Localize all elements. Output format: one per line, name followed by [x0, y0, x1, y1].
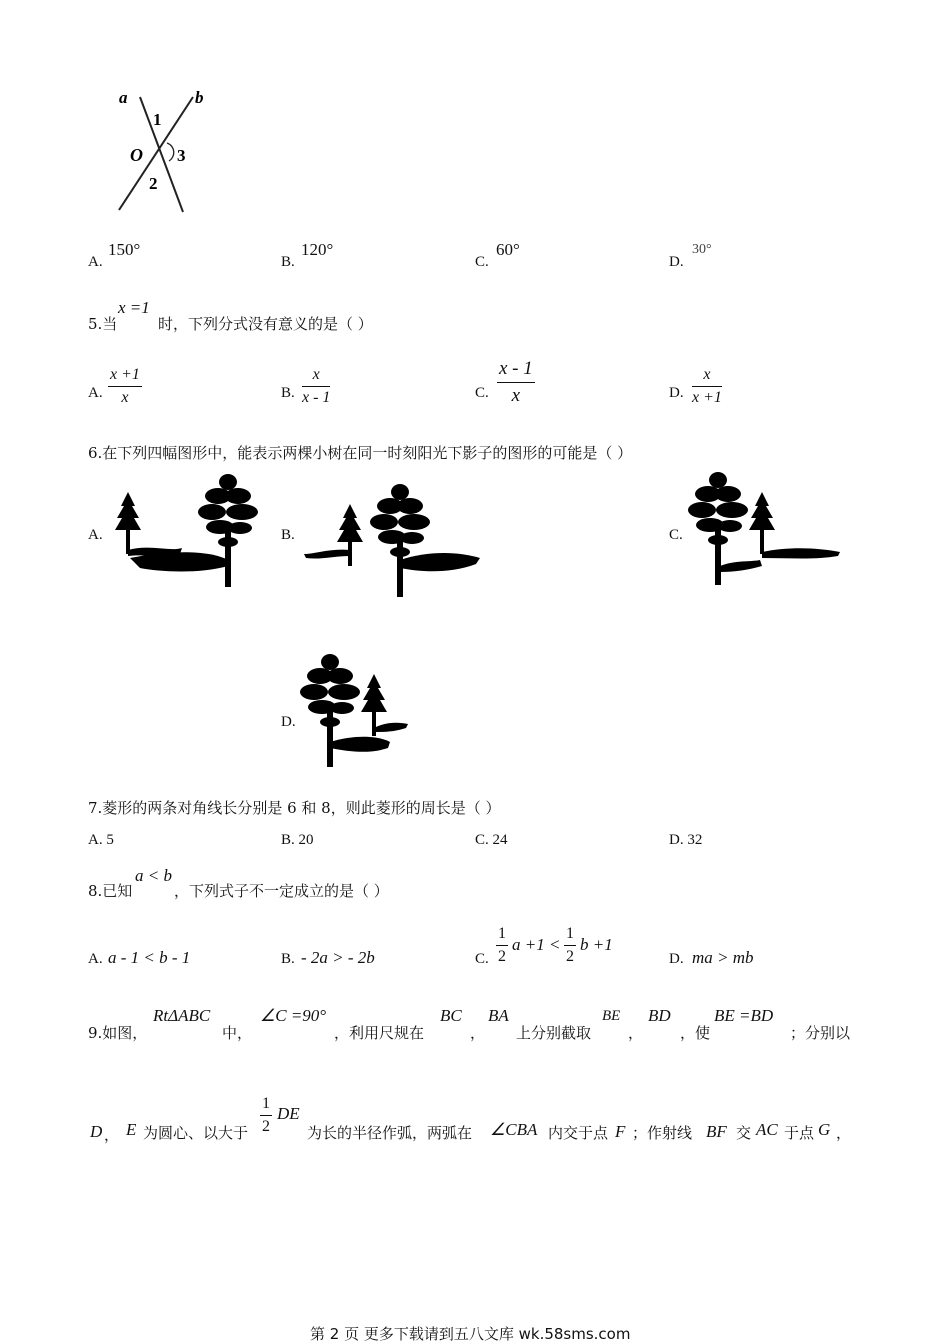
q5-option-c-label: C. [475, 385, 489, 401]
q8-prefix: 8.已知 [88, 882, 133, 900]
q8-half-1-den: 2 [498, 948, 506, 965]
q4-option-a-label: A. [88, 254, 103, 270]
q9-l2-p7: 于点 [784, 1124, 815, 1142]
shadow-c-small [762, 548, 840, 558]
q9-l1-p1: 9.如图， [88, 1024, 148, 1042]
q9-l1-p3: ，利用尺规在 [334, 1024, 425, 1042]
q7-option-c: C. 24 [475, 832, 508, 848]
page-footer: 第 2 页 更多下载请到五八文库 wk.58sms.com [310, 1325, 631, 1343]
q4-option-c-value: 60° [496, 240, 520, 259]
shadow-c-big [720, 560, 762, 572]
q9-l2-m5: F [615, 1122, 626, 1141]
q5-option-a-den: x [121, 389, 129, 406]
q8-option-c-part2: b +1 [580, 935, 613, 954]
label-a: a [119, 88, 128, 107]
q6-option-a-label: A. [88, 527, 103, 543]
q5-condition: x =1 [118, 298, 150, 317]
q8-option-d-label: D. [669, 951, 684, 967]
label-1: 1 [153, 110, 162, 129]
q9-l2-half [260, 1095, 272, 1136]
q9-l2-m6: BF [706, 1122, 727, 1141]
q7-question: 7.菱形的两条对角线长分别是 6 和 8，则此菱形的周长是（ ） [88, 799, 501, 817]
q8-option-c-part1: a +1 < [512, 935, 561, 954]
q9-l2-m3: DE [277, 1104, 300, 1123]
shadow-b-big [400, 553, 480, 571]
label-b: b [195, 88, 204, 107]
q7-option-d: D. 32 [669, 832, 703, 848]
q8-condition: a < b [135, 866, 172, 885]
q8-option-b-label: B. [281, 951, 295, 967]
q9-l2-half-num: 1 [260, 1095, 272, 1116]
q6-option-d-image [300, 662, 420, 757]
label-2: 2 [149, 174, 158, 193]
q9-l1-p6: ， [628, 1024, 644, 1042]
shadow-d-small [374, 723, 408, 732]
q8-option-d-expr: ma > mb [692, 948, 754, 967]
q5-option-b-label: B. [281, 385, 295, 401]
q9-l1-p2: 中， [222, 1024, 253, 1042]
q9-l2-p4: 内交于点 [548, 1124, 609, 1142]
q9-l2-p5: ；作射线 [632, 1124, 693, 1142]
q9-l1-p8: ；分别以 [790, 1024, 851, 1042]
q6-option-d-label: D. [281, 714, 296, 730]
q9-l2-m2: E [126, 1120, 137, 1139]
q8-option-a-label: A. [88, 951, 103, 967]
q7-option-a: A. 5 [88, 832, 114, 848]
q9-l2-m1: D [90, 1122, 103, 1141]
q5-option-b-fraction [302, 366, 330, 407]
q7-option-b: B. 20 [281, 832, 314, 848]
q9-l2-half-den: 2 [262, 1118, 270, 1135]
q8-option-c-label: C. [475, 951, 489, 967]
q8-option-c-half-2 [564, 925, 576, 966]
q9-l1-p7: ，使 [680, 1024, 711, 1042]
q4-option-d-label: D. [669, 254, 684, 270]
q6-option-b-label: B. [281, 527, 295, 543]
q8-option-a-expr: a - 1 < b - 1 [108, 948, 191, 967]
q5-suffix: 时，下列分式没有意义的是（ ） [158, 315, 373, 333]
q9-l1-m1: RtΔABC [153, 1006, 211, 1025]
q6-option-c-label: C. [669, 527, 683, 543]
q9-l2-m8: G [818, 1120, 831, 1139]
q9-l2-p3: 为长的半径作弧，两弧在 [307, 1124, 473, 1142]
q5-option-c-num: x - 1 [497, 358, 535, 383]
angle3-arc [167, 143, 174, 161]
q5-option-a-label: A. [88, 385, 103, 401]
q9-l2-p1: ， [104, 1126, 120, 1144]
q9-l1-m4: BA [488, 1006, 509, 1025]
q5-option-d-den: x +1 [692, 389, 722, 406]
q9-l1-p4: ， [470, 1024, 486, 1042]
q9-l1-m5: BE [602, 1008, 621, 1024]
q5-option-b-den: x - 1 [302, 389, 331, 406]
shadow-b-small [304, 550, 350, 559]
q5-option-d-fraction [692, 366, 722, 407]
q9-l2-p6: 交 [736, 1124, 752, 1142]
q9-l1-m3: BC [440, 1006, 462, 1025]
q9-l1-m7: BE =BD [714, 1006, 774, 1025]
q6-option-a-image [110, 478, 260, 578]
shadow-d-big [330, 737, 390, 752]
q4-option-b-label: B. [281, 254, 295, 270]
q8-option-b-expr: - 2a > - 2b [301, 948, 375, 967]
q5-option-a-fraction [108, 366, 142, 407]
q6-question: 6.在下列四幅图形中，能表示两棵小树在同一时刻阳光下影子的图形的可能是（ ） [88, 444, 633, 462]
q5-option-d-num: x [692, 366, 722, 387]
q6-option-c-image [690, 480, 845, 575]
q4-option-a-value: 150° [108, 240, 141, 259]
q8-option-c-half-1 [496, 925, 508, 966]
intersecting-lines-figure [105, 85, 225, 220]
q5-option-d-label: D. [669, 385, 684, 401]
q9-l1-m6: BD [648, 1006, 671, 1025]
q5-option-b-num: x [302, 366, 330, 387]
q9-l1-m2: ∠C =90° [260, 1006, 327, 1025]
q6-option-b-image [300, 488, 490, 578]
q8-half-2-den: 2 [566, 948, 574, 965]
q5-prefix: 5.当 [88, 315, 118, 333]
q9-l2-m4: ∠CBA [490, 1120, 538, 1139]
q9-l2-p2: 为圆心、以大于 [143, 1124, 249, 1142]
q4-option-c-label: C. [475, 254, 489, 270]
q5-option-c-fraction [497, 358, 535, 407]
q9-l2-m7: AC [756, 1120, 778, 1139]
q9-l1-p5: 上分别截取 [516, 1024, 592, 1042]
q8-suffix: ，下列式子不一定成立的是（ ） [174, 882, 389, 900]
q4-option-b-value: 120° [301, 240, 334, 259]
q8-half-2-num: 1 [564, 925, 576, 946]
label-3: 3 [177, 146, 186, 165]
q9-l2-p8: ， [836, 1124, 852, 1142]
q4-option-d-value: 30° [692, 242, 712, 257]
q5-option-a-num: x +1 [108, 366, 142, 387]
label-o: O [130, 145, 143, 165]
q8-half-1-num: 1 [496, 925, 508, 946]
q5-option-c-den: x [511, 385, 521, 406]
